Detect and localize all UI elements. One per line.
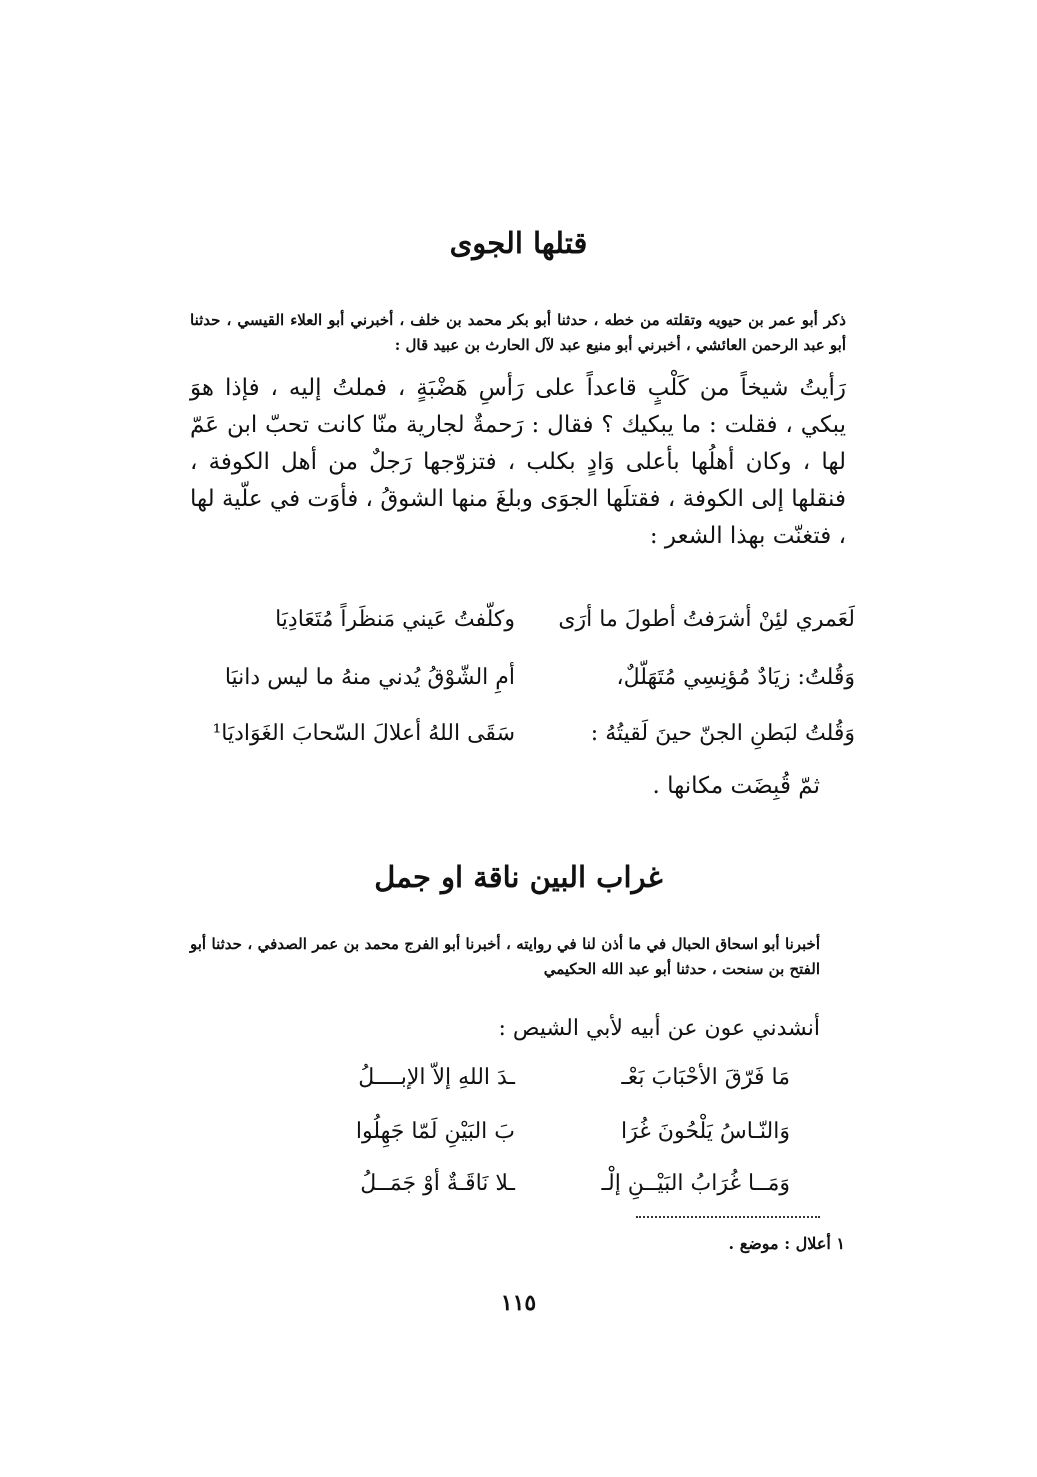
verse-second-hemistich: بَ البَيْنِ لَمّا جَهِلُوا bbox=[355, 1119, 515, 1144]
verse-second-hemistich: سَقَى اللهُ أعلالَ السّحابَ الغَوَاديَا¹ bbox=[212, 721, 515, 746]
poem-verse bbox=[190, 602, 855, 638]
section-title: غراب البين ناقة او جمل bbox=[374, 860, 663, 894]
verse-second-hemistich: ـلا نَاقَـةٌ أوْ جَمَــلُ bbox=[360, 1171, 515, 1196]
closing-line: ثمّ قُبِضَت مكانها . bbox=[652, 773, 820, 799]
verse-first-hemistich: وَمَــا غُرَابُ البَيْــنِ إلْـ bbox=[601, 1171, 790, 1196]
verse-first-hemistich: وَالنّـاسُ يَلْحُونَ غُرَا bbox=[621, 1119, 790, 1144]
poem-verse bbox=[250, 1166, 790, 1202]
verse-second-hemistich: ـدَ اللهِ إلاّ الإبــــلُ bbox=[358, 1065, 515, 1090]
verse-second-hemistich: أمِ الشّوْقُ يُدني منهُ ما ليس دانيَا bbox=[224, 665, 515, 690]
verse-first-hemistich: وَقُلتُ: زيَادٌ مُؤنِسِي مُتَهَلّلٌ، bbox=[616, 665, 855, 690]
verse-first-hemistich: لَعَمري لئِنْ أشرَفتُ أطولَ ما أرَى bbox=[558, 607, 855, 632]
isnad-text: ذكر أبو عمر بن حيويه وتقلته من خطه ، حدثنا أبو بكر محمد بن خلف ، أخبرني أبو العلاء القيسي ، حدثنا أبو عبد الرحمن العائشي ، أخبرني أبو منيع عبد لآل الحارث بن عبيد قال : bbox=[190, 311, 846, 354]
footnote: ١ أعلال : موضع . bbox=[728, 1234, 845, 1253]
page-number: ١١٥ bbox=[500, 1290, 537, 1316]
footnote-divider bbox=[636, 1216, 820, 1218]
section-title: قتلها الجوى bbox=[449, 226, 588, 260]
poem-verse bbox=[190, 716, 855, 752]
poem-verse bbox=[250, 1114, 790, 1150]
poem-verse bbox=[250, 1060, 790, 1096]
verse-first-hemistich: مَا فَرّقَ الأحْبَابَ بَعْـ bbox=[621, 1065, 790, 1090]
verse-first-hemistich: وَقُلتُ لبَطنِ الجنّ حينَ لَقيتُهُ : bbox=[590, 721, 855, 746]
poem-verse bbox=[190, 660, 855, 696]
poem-intro: أنشدني عون عن أبيه لأبي الشيص : bbox=[498, 1016, 820, 1041]
verse-second-hemistich: وكلّفتُ عَيني مَنظَراً مُتَعَادِيَا bbox=[275, 607, 515, 632]
narrative-paragraph: رَأيتُ شيخاً من كَلْبٍ قاعداً على رَأسِ هَضْبَةٍ ، فملتُ إليه ، فإذا هوَ يبكي ، فقلت : ما يبكيك ؟ فقال : رَحمةٌ لجارية منّا كانت تحبّ ابن عَمّ لها ، وكان أهلُها بأعلى وَادٍ بكلب ، فتزوّجها رَجلٌ من أهل الكوفة ، فنقلها إلى الكوفة ، فقتلَها الجوَى وبلغَ منها الشوقُ ، فأوَت في علّية لها ، فتغنّت بهذا الشعر : bbox=[190, 375, 846, 549]
isnad-text: أخبرنا أبو اسحاق الحبال في ما أذن لنا في روايته ، أخبرنا أبو الفرج محمد بن عمر الصدفي ، حدثنا أبو الفتح بن سنحت ، حدثنا أبو عبد الله الحكيمي bbox=[190, 935, 820, 978]
